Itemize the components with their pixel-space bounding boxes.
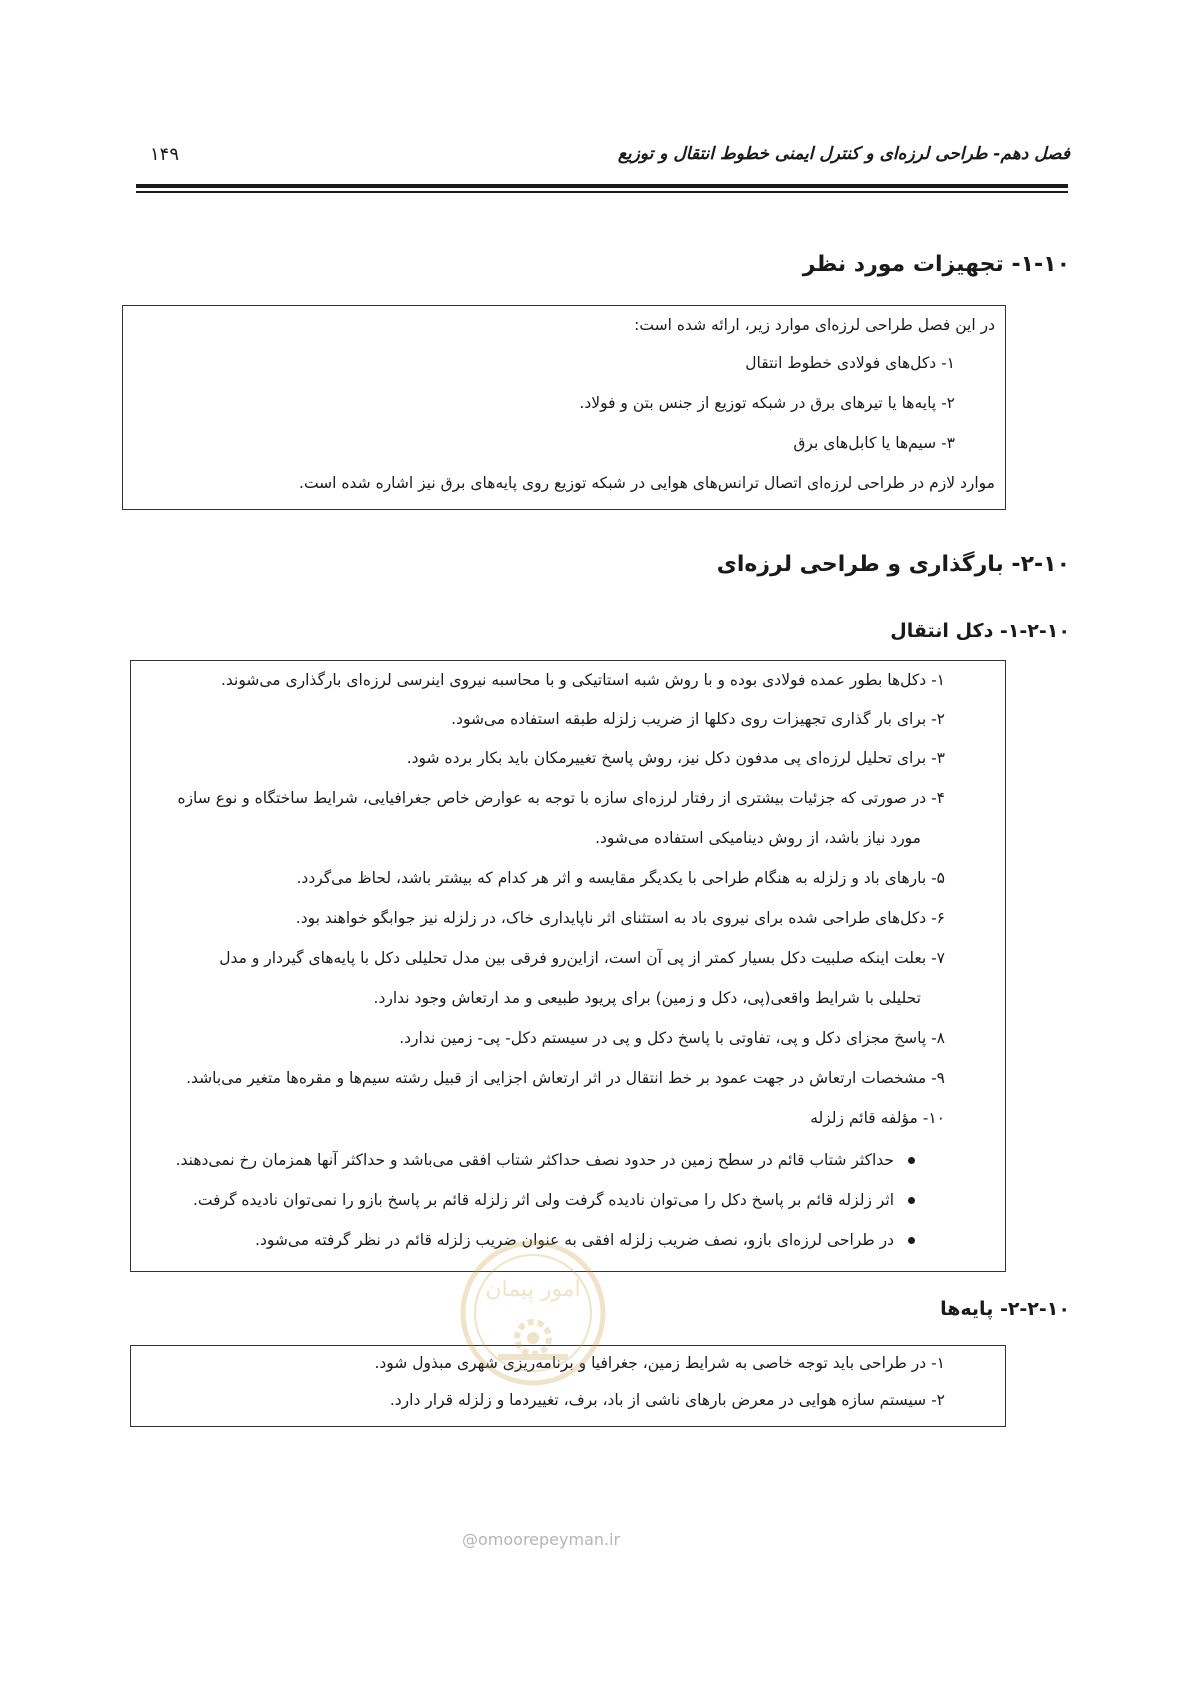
list-item: ۲- سیستم سازه هوایی در معرض بارهای ناشی از باد، برف، تغییردما و زلزله قرار دارد.: [389, 1391, 945, 1409]
page-number: ۱۴۹: [150, 144, 180, 165]
list-item: ۵- بارهای باد و زلزله به هنگام طراحی با یکدیگر مقایسه و اثر هر کدام که بیشتر باشد، لحاظ می‌گردد.: [296, 869, 945, 887]
list-item-continued: مورد نیاز باشد، از روش دینامیکی استفاده می‌شود.: [595, 829, 921, 847]
bullet-item: [176, 1151, 915, 1169]
section-heading-10-1: ۱-۱۰- تجهیزات مورد نظر: [802, 252, 1070, 277]
section-10-2-1-box: [130, 660, 1006, 1272]
header-rule: [136, 184, 1068, 188]
list-item: ۳- سیم‌ها یا کابل‌های برق: [793, 434, 955, 452]
bullet-dot: [908, 1197, 915, 1204]
bullet-item: [255, 1231, 915, 1249]
list-item: ۱- دکل‌ها بطور عمده فولادی بوده و با روش شبه استاتیکی و با محاسبه نیروی اینرسی لرزه‌ای بارگذاری می‌شوند.: [220, 671, 945, 689]
bullet-text: در طراحی لرزه‌ای بازو، نصف ضریب زلزله افقی به عنوان ضریب زلزله قائم در نظر گرفته می‌شود.: [255, 1231, 894, 1249]
bullet-dot: [908, 1237, 915, 1244]
bullet-dot: [908, 1157, 915, 1164]
watermark-seal-text: امور پیمان: [485, 1277, 581, 1302]
list-item: ۴- در صورتی که جزئیات بیشتری از رفتار لرزه‌ای سازه با توجه به عوارض خاص جغرافیایی، شرایط ساختگاه و نوع سازه: [177, 789, 945, 807]
list-item: ۲- برای بار گذاری تجهیزات روی دکلها از ضریب زلزله طبقه استفاده می‌شود.: [451, 710, 945, 728]
section-10-1-box: [122, 305, 1006, 510]
bullet-text: اثر زلزله قائم بر پاسخ دکل را می‌توان نادیده گرفت ولی اثر زلزله قائم بر پاسخ بازو را نمی‌توان نادیده گرفت.: [192, 1191, 894, 1209]
list-item: ۱- دکل‌های فولادی خطوط انتقال: [745, 354, 955, 372]
section-10-2-2-box: [130, 1345, 1006, 1427]
list-item: ۳- برای تحلیل لرزه‌ای پی مدفون دکل نیز، روش پاسخ تغییرمکان باید بکار برده شود.: [406, 749, 945, 767]
section-heading-10-2-1: ۱-۲-۱۰- دکل انتقال: [890, 620, 1070, 642]
list-item: ۱- در طراحی باید توجه خاصی به شرایط زمین، جغرافیا و برنامه‌ریزی شهری مبذول شود.: [374, 1354, 945, 1372]
list-item: ۱۰- مؤلفه قائم زلزله: [810, 1109, 945, 1127]
watermark-site: @omoorepeyman.ir: [462, 1530, 621, 1549]
list-item-continued: تحلیلی با شرایط واقعی(پی، دکل و زمین) برای پریود طبیعی و مد ارتعاش وجود ندارد.: [373, 989, 921, 1007]
section-heading-10-2: ۲-۱۰- بارگذاری و طراحی لرزه‌ای: [716, 552, 1070, 577]
chapter-title: فصل دهم- طراحی لرزه‌ای و کنترل ایمنی خطوط انتقال و توزیع: [617, 144, 1070, 164]
header-rule-thin: [136, 191, 1068, 193]
bullet-item: [193, 1191, 915, 1209]
list-item: ۲- پایه‌ها یا تیرهای برق در شبکه توزیع از جنس بتن و فولاد.: [579, 394, 955, 412]
list-item: ۷- بعلت اینکه صلبیت دکل بسیار کمتر از پی آن است، ازاین‌رو فرقی بین مدل تحلیلی دکل با پایه‌های گیردار و مدل: [219, 949, 945, 967]
page-header: [150, 140, 1070, 170]
list-item: ۶- دکل‌های طراحی شده برای نیروی باد به استثنای اثر ناپایداری خاک، در زلزله نیز جوابگو خواهند بود.: [295, 909, 945, 927]
list-item: ۹- مشخصات ارتعاش در جهت عمود بر خط انتقال در اثر ارتعاش اجزایی از قبیل رشته سیم‌ها و مقره‌ها متغیر می‌باشد.: [186, 1069, 945, 1087]
bullet-text: حداکثر شتاب قائم در سطح زمین در حدود نصف حداکثر شتاب افقی می‌باشد و حداکثر آنها همزمان رخ نمی‌دهند.: [175, 1151, 894, 1169]
section-heading-10-2-2: ۲-۲-۱۰- پایه‌ها: [940, 1298, 1070, 1320]
list-item: ۸- پاسخ مجزای دکل و پی، تفاوتی با پاسخ دکل و پی در سیستم دکل- پی- زمین ندارد.: [399, 1029, 945, 1047]
box-line: در این فصل طراحی لرزه‌ای موارد زیر، ارائه شده است:: [634, 316, 995, 334]
box-line: موارد لازم در طراحی لرزه‌ای اتصال ترانس‌های هوایی در شبکه توزیع روی پایه‌های برق نیز اشاره شده است.: [299, 474, 995, 492]
